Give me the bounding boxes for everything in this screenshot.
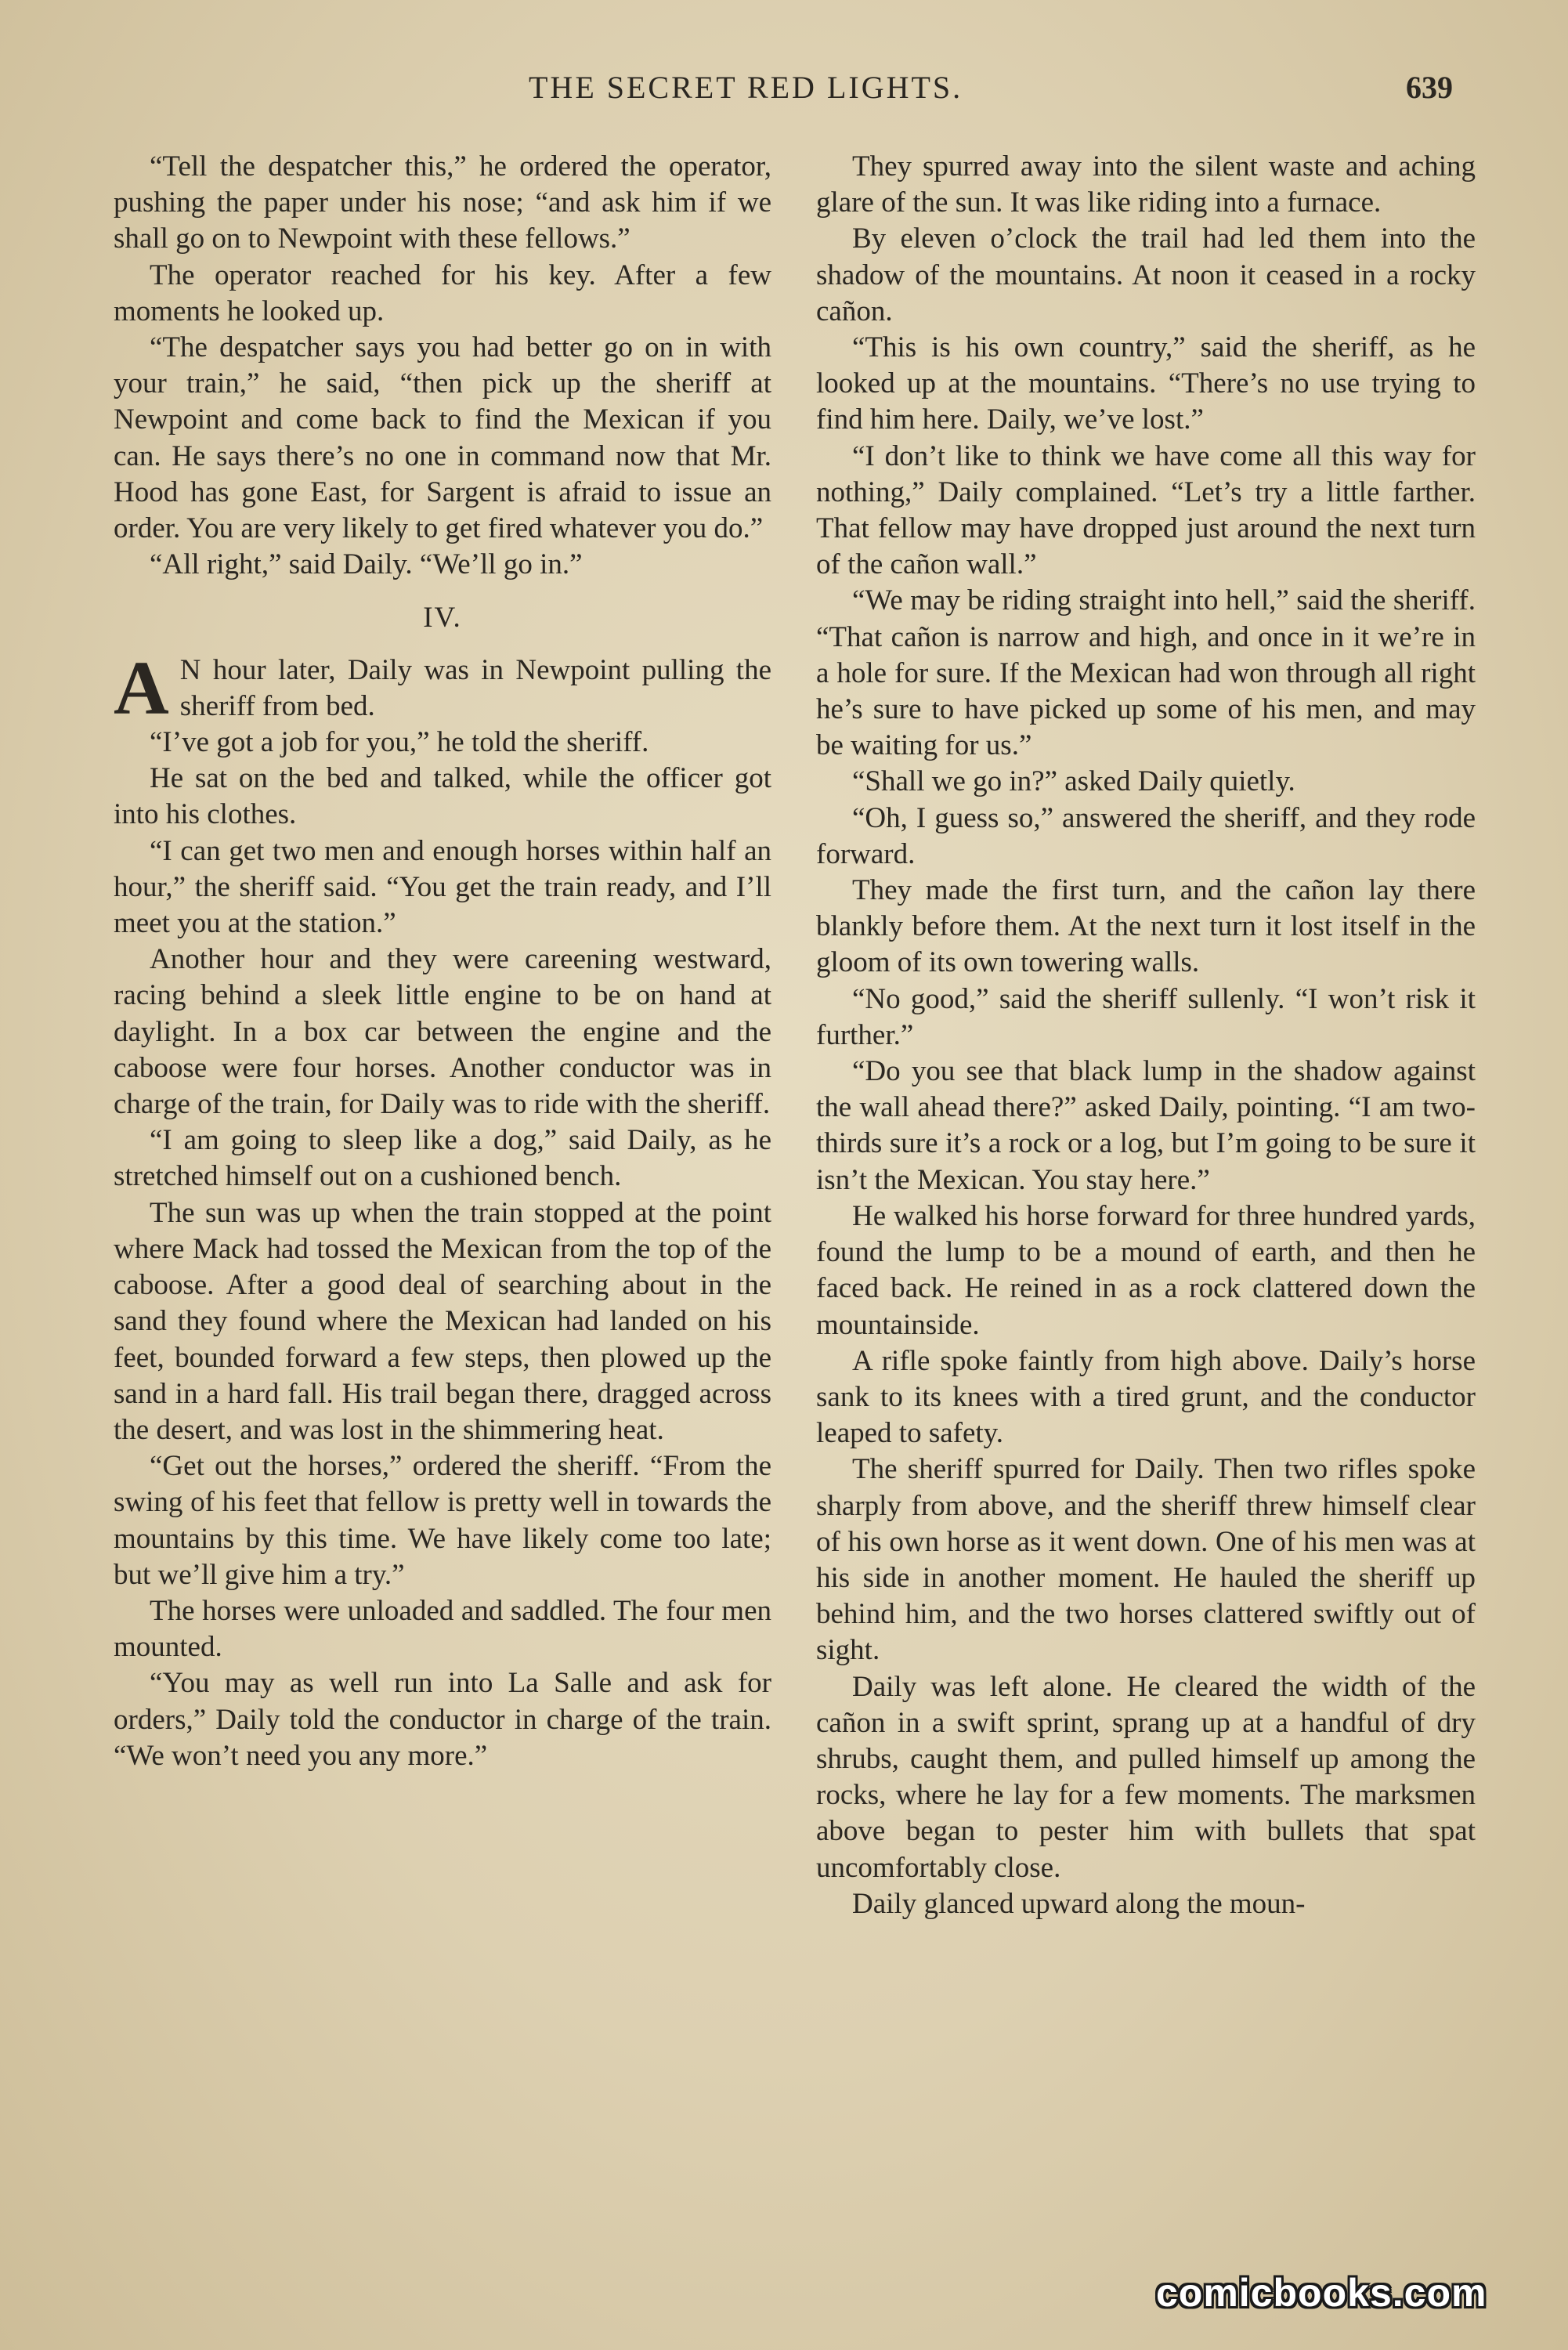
paragraph: “All right,” said Daily. “We’ll go in.” xyxy=(150,548,583,581)
paragraph: “Shall we go in?” asked Daily quietly. xyxy=(852,765,1295,798)
paragraph: “Tell the despatcher this,” he ordered the operator, pushing the paper under his nose; “and ask him if we shall go on to Newpoint with these fellows.” xyxy=(114,150,771,255)
paragraph: “We may be riding straight into hell,” said the sheriff. “That cañon is narrow and high, and once in it we’re in a hole for sure. If the Mexican had won through all right he’s sure to have picked up some of his men, and may be waiting for us.” xyxy=(816,584,1476,762)
paragraph: They made the first turn, and the cañon lay there blankly before them. At the next turn it lost itself in the gloom of its own towering walls. xyxy=(816,874,1476,979)
paragraph: “You may as well run into La Salle and ask for orders,” Daily told the conductor in charge of the train. “We won’t need you any more.” xyxy=(114,1667,771,1772)
paragraph: “Oh, I guess so,” answered the sheriff, and they rode forward. xyxy=(816,801,1476,870)
paragraph: “Get out the horses,” ordered the sheriff. “From the swing of his feet that fellow is pretty well in towards the mountains by this time. We have likely come too late; but we’ll give him a try.” xyxy=(114,1450,771,1591)
paragraph: By eleven o’clock the trail had led them into the shadow of the mountains. At noon it ceased in a rocky cañon. xyxy=(816,222,1476,327)
paragraph: Daily was left alone. He cleared the width of the cañon in a swift sprint, sprang up at a handful of dry shrubs, caught them, and pulled himself up among the rocks, where he lay for a few moments. The marksmen above began to pester him with bullets that spat uncomfortably close. xyxy=(816,1670,1476,1884)
drop-cap-paragraph-text: N hour later, Daily was in Newpoint pulling the sheriff from bed. xyxy=(179,653,771,722)
section-heading: IV. xyxy=(423,602,462,634)
paragraph: The horses were unloaded and saddled. The four men mounted. xyxy=(114,1594,771,1664)
paragraph: “The despatcher says you had better go on in with your train,” he said, “then pick up the sheriff at Newpoint and come back to find the Mexican if you can. He says there’s no one in command now that Mr. Hood has gone East, for Sargent is afraid to issue an order. You are very likely to get fired whatever you do.” xyxy=(114,331,771,545)
left-column xyxy=(114,149,771,1774)
paragraph: “I’ve got a job for you,” he told the sheriff. xyxy=(150,726,649,759)
running-title: THE SECRET RED LIGHTS. xyxy=(529,70,963,105)
paragraph: They spurred away into the silent waste and aching glare of the sun. It was like riding into a furnace. xyxy=(816,150,1476,219)
page-number: 639 xyxy=(1406,70,1453,105)
paragraph: The sheriff spurred for Daily. Then two rifles spoke sharply from above, and the sheriff threw himself clear of his own horse as it went down. One of his men was at his side in another moment. He hauled the sheriff up behind him, and the two horses clattered swiftly out of sight. xyxy=(816,1453,1476,1667)
paragraph: “I am going to sleep like a dog,” said Daily, as he stretched himself out on a cushioned bench. xyxy=(114,1124,771,1193)
site-watermark: comicbooks.com xyxy=(1156,2271,1487,2315)
paragraph: The sun was up when the train stopped at the point where Mack had tossed the Mexican from the top of the caboose. After a good deal of searching about in the sand they found where the Mexican had landed on his feet, bounded forward a few steps, then plowed up the sand in a hard fall. His trail began there, dragged across the desert, and was lost in the shimmering heat. xyxy=(114,1196,771,1446)
paragraph: “This is his own country,” said the sheriff, as he looked up at the mountains. “There’s no use trying to find him here. Daily, we’ve lost.” xyxy=(816,331,1476,436)
drop-cap: A xyxy=(114,645,169,731)
paragraph: “Do you see that black lump in the shadow against the wall ahead there?” asked Daily, pointing. “I am two-thirds sure it’s a rock or a log, but I’m going to be sure it isn’t the Mexican. You stay here.” xyxy=(816,1055,1476,1196)
paragraph: Daily glanced upward along the moun- xyxy=(852,1887,1306,1920)
paragraph: He sat on the bed and talked, while the officer got into his clothes. xyxy=(114,762,771,831)
paragraph: “I don’t like to think we have come all this way for nothing,” Daily complained. “Let’s try a little farther. That fellow may have dropped just around the next turn of the cañon wall.” xyxy=(816,439,1476,581)
page-header xyxy=(0,69,1568,116)
paragraph: The operator reached for his key. After a few moments he looked up. xyxy=(114,258,771,327)
paragraph: “I can get two men and enough horses within half an hour,” the sheriff said. “You get the train ready, and I’ll meet you at the station.” xyxy=(114,834,771,940)
paragraph: Another hour and they were careening westward, racing behind a sleek little engine to be on hand at daylight. In a box car between the engine and the caboose were four horses. Another conductor was in charge of the train, for Daily was to ride with the sheriff. xyxy=(114,943,771,1121)
drop-cap-paragraph xyxy=(114,645,771,731)
paragraph: A rifle spoke faintly from high above. Daily’s horse sank to its knees with a tired grunt, and the conductor leaped to safety. xyxy=(816,1344,1476,1450)
paragraph: “No good,” said the sheriff sullenly. “I won’t risk it further.” xyxy=(816,982,1476,1051)
paragraph: He walked his horse forward for three hundred yards, found the lump to be a mound of earth, and then he faced back. He reined in as a rock clattered down the mountainside. xyxy=(816,1199,1476,1341)
right-column xyxy=(816,149,1476,1922)
